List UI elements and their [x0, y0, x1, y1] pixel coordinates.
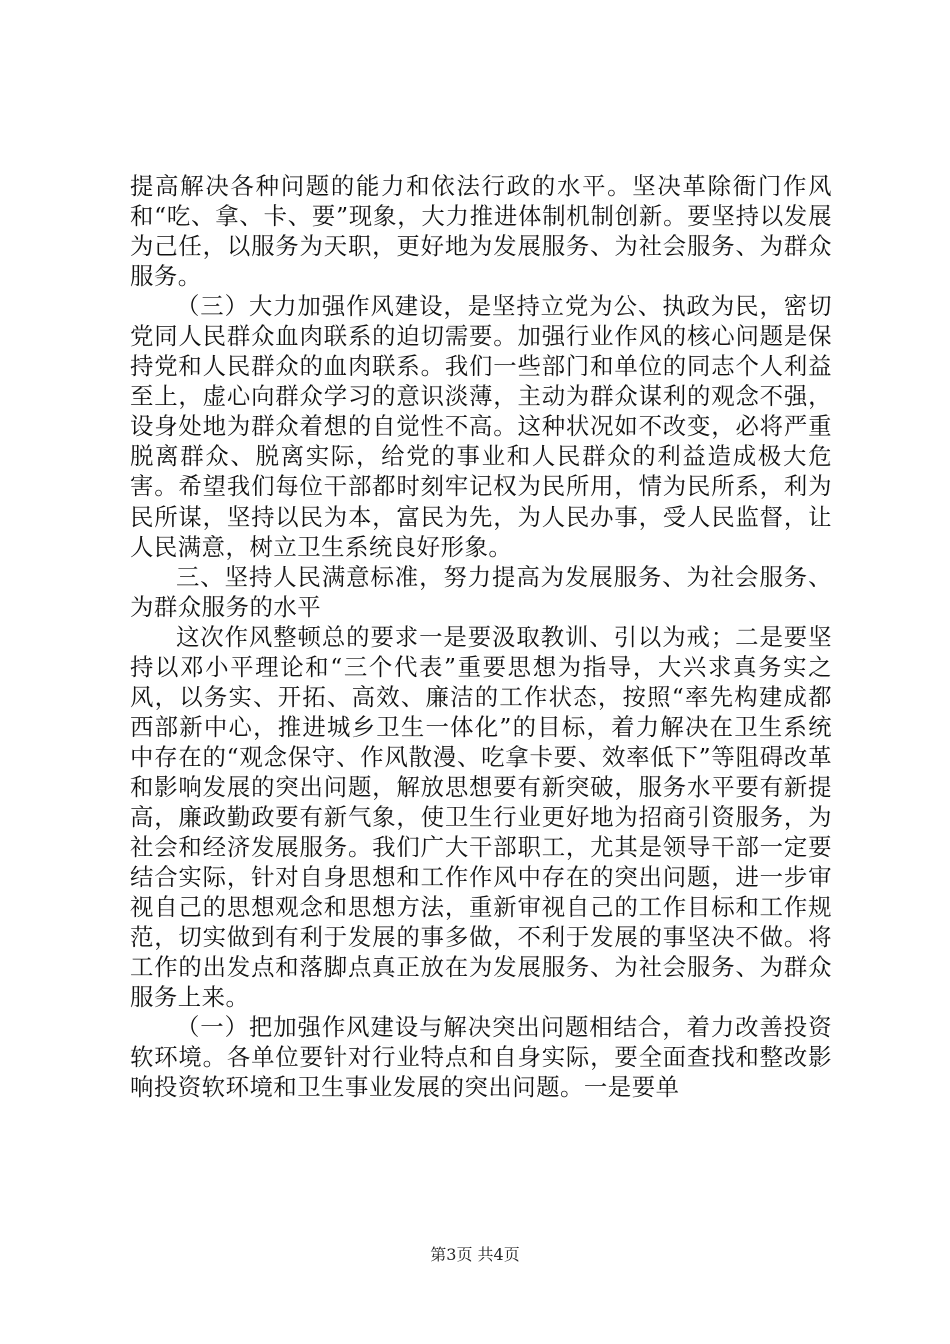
paragraph-section-three: （三）大力加强作风建设，是坚持立党为公、执政为民，密切党同人民群众血肉联系的迫切需要。加强行业作风的核心问题是保持党和人民群众的血肉联系。我们一些部门和单位的同志个人利益至上，虚心向群众学习的意识淡薄，主动为群众谋利的观念不强，设身处地为群众着想的自觉性不高。这种状况如不改变，必将严重脱离群众、脱离实际，给党的事业和人民群众的利益造成极大危害。希望我们每位干部都时刻牢记权为民所用，情为民所系，利为民所谋，坚持以民为本，富民为先，为人民办事，受人民监督，让人民满意，树立卫生系统良好形象。: [130, 292, 832, 561]
paragraph-subsection-one: （一）把加强作风建设与解决突出问题相结合，着力改善投资软环境。各单位要针对行业特点和自身实际，要全面查找和整改影响投资软环境和卫生事业发展的突出问题。一是要单: [130, 1013, 832, 1102]
section-heading-three: 三、坚持人民满意标准，努力提高为发展服务、为社会服务、为群众服务的水平: [130, 562, 832, 621]
page-number-label: 第3页 共4页: [430, 1245, 520, 1264]
paragraph-requirements: 这次作风整顿总的要求一是要汲取教训、引以为戒；二是要坚持以邓小平理论和“三个代表”重要思想为指导，大兴求真务实之风，以务实、开拓、高效、廉洁的工作状态，按照“率先构建成都西部新中心，推进城乡卫生一体化”的目标，着力解决在卫生系统中存在的“观念保守、作风散漫、吃拿卡要、效率低下”等阻碍改革和影响发展的突出问题，解放思想要有新突破，服务水平要有新提高，廉政勤政要有新气象，使卫生行业更好地为招商引资服务，为社会和经济发展服务。我们广大干部职工，尤其是领导干部一定要结合实际，针对自身思想和工作作风中存在的突出问题，进一步审视自己的思想观念和思想方法，重新审视自己的工作目标和工作规范，切实做到有利于发展的事多做，不利于发展的事坚决不做。将工作的出发点和落脚点真正放在为发展服务、为社会服务、为群众服务上来。: [130, 622, 832, 1012]
document-body: [130, 171, 832, 1102]
paragraph-continuation: 提高解决各种问题的能力和依法行政的水平。坚决革除衙门作风和“吃、拿、卡、要”现象，大力推进体制机制创新。要坚持以发展为己任，以服务为天职，更好地为发展服务、为社会服务、为群众服务。: [130, 172, 832, 291]
page-footer: [0, 1245, 950, 1265]
